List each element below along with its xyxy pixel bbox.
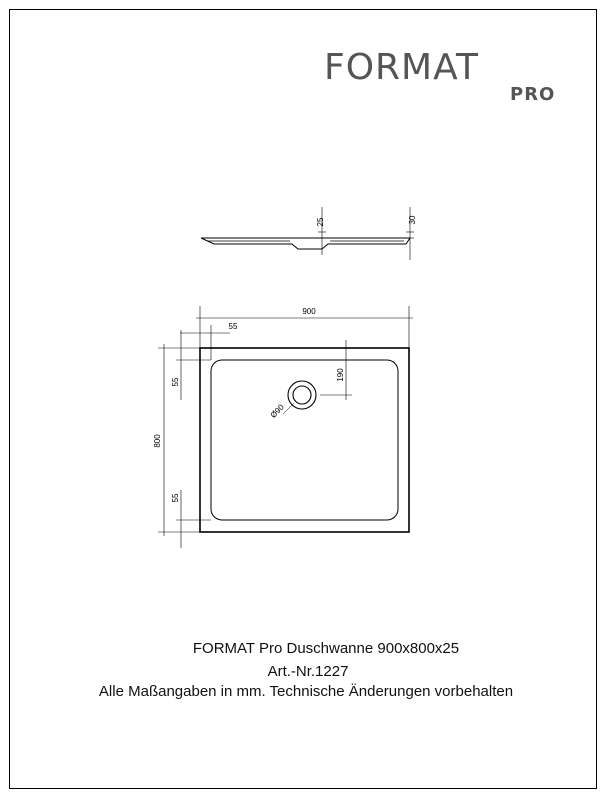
dim-drain-offset-label: 190 [336, 368, 345, 382]
brand-logo-sub: PRO [510, 84, 556, 105]
dim-border-bottom-label: 55 [171, 493, 180, 503]
dim-thickness-label: 25 [316, 217, 325, 227]
tray-outline [200, 348, 409, 532]
dim-border-left-label: 55 [171, 377, 180, 387]
tray-basin [211, 360, 398, 520]
dim-depth-label: 800 [153, 434, 162, 448]
plan-dimensions [158, 306, 413, 548]
caption-article-number: Art.-Nr.1227 [267, 663, 349, 680]
tray-profile [201, 238, 410, 249]
caption-title: FORMAT Pro Duschwanne 900x800x25 [192, 640, 460, 657]
caption-note: Alle Maßangaben in mm. Technische Änderungen vorbehalten [98, 683, 514, 700]
drain-inner [293, 386, 311, 404]
brand-logo: FORMAT [324, 47, 479, 88]
dim-border-top-label: 55 [228, 322, 238, 331]
dim-width-label: 900 [302, 307, 316, 316]
dim-drain-diameter-label: Ø90 [268, 402, 286, 420]
plan-view [200, 348, 409, 532]
side-view [201, 207, 414, 260]
dim-height-label: 30 [408, 215, 417, 225]
